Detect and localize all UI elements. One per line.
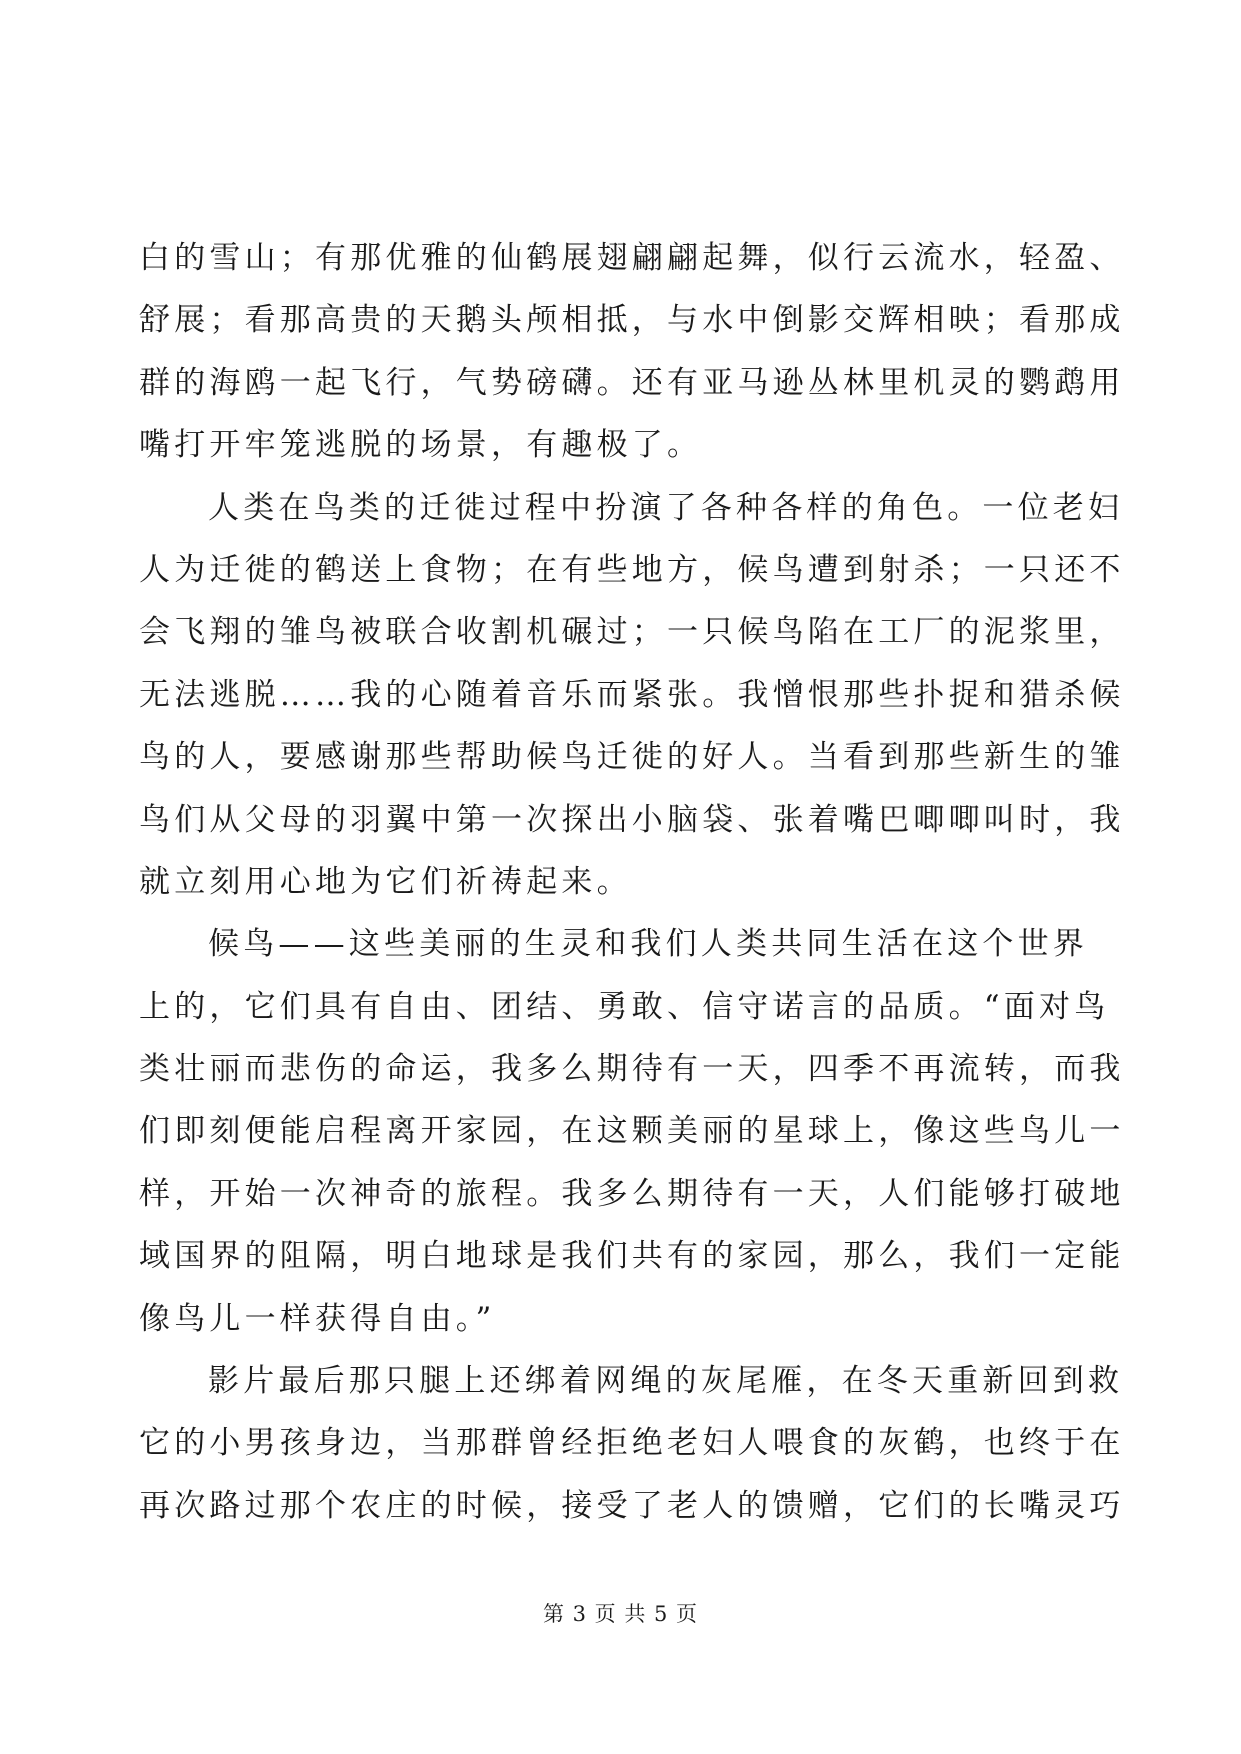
text-line: 们即刻便能启程离开家园，在这颗美丽的星球上，像这些鸟儿一 — [139, 1113, 1125, 1150]
text-line: 它的小男孩身边，当那群曾经拒绝老妇人喂食的灰鹤，也终于在 — [139, 1425, 1125, 1462]
text-line: 会飞翔的雏鸟被联合收割机碾过；一只候鸟陷在工厂的泥浆里， — [139, 614, 1125, 651]
text-line: 人为迁徙的鹤送上食物；在有些地方，候鸟遭到射杀；一只还不 — [139, 551, 1125, 588]
text-line: 无法逃脱……我的心随着音乐而紧张。我憎恨那些扑捉和猎杀候 — [139, 676, 1125, 713]
text-line: 舒展；看那高贵的天鹅头颅相抵，与水中倒影交辉相映；看那成 — [139, 302, 1125, 339]
text-line: 就立刻用心地为它们祈祷起来。 — [139, 863, 632, 900]
text-line: 群的海鸥一起飞行，气势磅礴。还有亚马逊丛林里机灵的鹦鹉用 — [139, 364, 1125, 401]
text-line: 像鸟儿一样获得自由。” — [139, 1300, 496, 1337]
body-text — [139, 227, 1125, 1537]
text-line: 上的，它们具有自由、团结、勇敢、信守诺言的品质。“面对鸟 — [139, 988, 1110, 1025]
paragraph-start-line: 候鸟——这些美丽的生灵和我们人类共同生活在这个世界 — [208, 926, 1088, 963]
text-line: 鸟们从父母的羽翼中第一次探出小脑袋、张着嘴巴唧唧叫时，我 — [139, 801, 1125, 838]
page-number-footer: 第 3 页 共 5 页 — [542, 1602, 699, 1626]
paragraph-start-line: 影片最后那只腿上还绑着网绳的灰尾雁，在冬天重新回到救 — [208, 1363, 1124, 1400]
text-line: 样，开始一次神奇的旅程。我多么期待有一天，人们能够打破地 — [139, 1175, 1125, 1212]
text-line: 域国界的阻隔，明白地球是我们共有的家园，那么，我们一定能 — [139, 1238, 1125, 1275]
text-line: 类壮丽而悲伤的命运，我多么期待有一天，四季不再流转，而我 — [139, 1051, 1125, 1088]
paragraph-start-line: 人类在鸟类的迁徙过程中扮演了各种各样的角色。一位老妇 — [208, 489, 1124, 526]
text-line: 再次路过那个农庄的时候，接受了老人的馈赠，它们的长嘴灵巧 — [139, 1487, 1125, 1524]
text-line: 白的雪山；有那优雅的仙鹤展翅翩翩起舞，似行云流水，轻盈、 — [139, 240, 1125, 276]
text-line: 嘴打开牢笼逃脱的场景，有趣极了。 — [139, 427, 703, 464]
text-line: 鸟的人，要感谢那些帮助候鸟迁徙的好人。当看到那些新生的雏 — [139, 739, 1125, 776]
